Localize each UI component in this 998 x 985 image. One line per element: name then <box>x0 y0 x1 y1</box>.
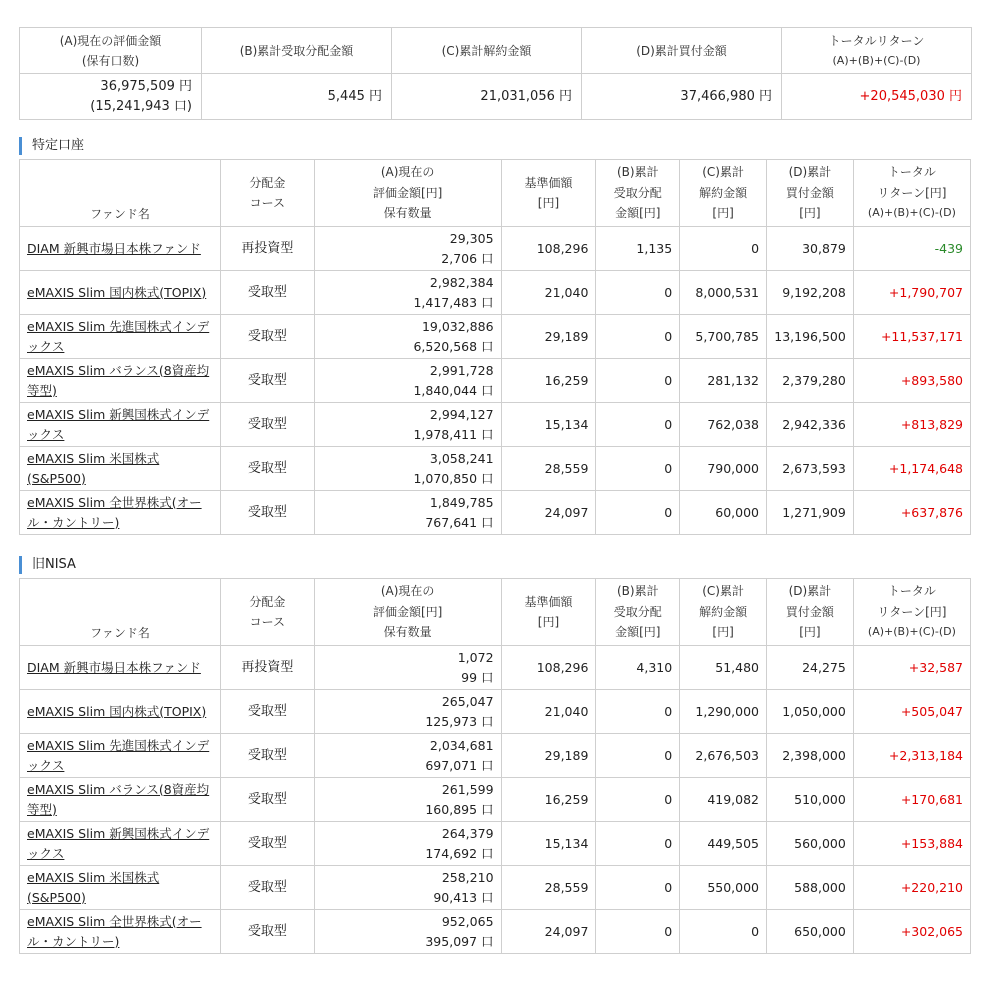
table-row <box>20 910 971 954</box>
summary-header-d <box>582 28 782 74</box>
fund-name-link[interactable]: eMAXIS Slim 新興国株式インデックス <box>27 406 210 442</box>
distribution-course: 再投資型 <box>220 646 314 690</box>
current-valuation <box>314 690 501 734</box>
valuation-amount: 3,058,241 <box>429 450 494 466</box>
cumulative-purchase: 24,275 <box>767 646 854 690</box>
table-row <box>20 778 971 822</box>
distribution-course: 再投資型 <box>220 227 314 271</box>
holding-units: 125,973 口 <box>425 713 494 729</box>
distribution-course: 受取型 <box>220 822 314 866</box>
header-distribution-course-line2: コース <box>249 615 286 629</box>
fund-name-link[interactable]: eMAXIS Slim 米国株式(S&P500) <box>27 450 160 486</box>
fund-name-link[interactable]: eMAXIS Slim 国内株式(TOPIX) <box>27 284 207 300</box>
table-row <box>20 227 971 271</box>
current-valuation <box>314 778 501 822</box>
fund-name-cell <box>20 447 221 491</box>
summary-header-d-label: (D)累計買付金額 <box>636 43 727 58</box>
total-return: +2,313,184 <box>853 734 970 778</box>
fund-table-header-row <box>20 579 971 646</box>
summary-header-total-line1: トータルリターン <box>828 33 925 48</box>
cumulative-distribution: 0 <box>596 690 680 734</box>
nav-value: 16,259 <box>501 359 596 403</box>
cumulative-distribution: 0 <box>596 491 680 535</box>
summary-value-a <box>20 74 202 120</box>
current-valuation <box>314 822 501 866</box>
header-cumulative-distribution-line2: 受取分配 <box>613 185 662 200</box>
header-cumulative-distribution-line2: 受取分配 <box>613 604 662 619</box>
nav-value: 21,040 <box>501 271 596 315</box>
distribution-course: 受取型 <box>220 271 314 315</box>
summary-header-c <box>392 28 582 74</box>
current-valuation <box>314 271 501 315</box>
fund-name-link[interactable]: eMAXIS Slim バランス(8資産均等型) <box>27 781 210 817</box>
fund-name-cell <box>20 646 221 690</box>
header-cumulative-purchase-line2: 買付金額 <box>785 604 834 619</box>
summary-header-a-line1: (A)現在の評価金額 <box>59 33 162 48</box>
cumulative-redemption: 5,700,785 <box>680 315 767 359</box>
fund-name-link[interactable]: DIAM 新興市場日本株ファンド <box>27 659 201 675</box>
cumulative-redemption: 0 <box>680 227 767 271</box>
total-return: +637,876 <box>853 491 970 535</box>
summary-value-row <box>20 74 972 120</box>
fund-table-tokutei <box>19 159 971 535</box>
header-cumulative-purchase <box>767 160 854 227</box>
total-return: +170,681 <box>853 778 970 822</box>
total-return: +505,047 <box>853 690 970 734</box>
cumulative-purchase: 650,000 <box>767 910 854 954</box>
cumulative-distribution: 1,135 <box>596 227 680 271</box>
table-row <box>20 690 971 734</box>
summary-header-total <box>782 28 972 74</box>
cumulative-redemption: 60,000 <box>680 491 767 535</box>
summary-header-total-line2: (A)+(B)+(C)-(D) <box>832 53 921 67</box>
valuation-amount: 261,599 <box>441 781 494 797</box>
holding-units: 1,840,044 口 <box>413 382 494 398</box>
holding-units: 174,692 口 <box>425 845 494 861</box>
summary-table <box>19 27 972 120</box>
total-return: +1,790,707 <box>853 271 970 315</box>
fund-name-link[interactable]: eMAXIS Slim 米国株式(S&P500) <box>27 869 160 905</box>
valuation-amount: 952,065 <box>441 913 494 929</box>
distribution-course: 受取型 <box>220 866 314 910</box>
header-cumulative-distribution <box>596 160 680 227</box>
cumulative-purchase: 510,000 <box>767 778 854 822</box>
header-cumulative-distribution <box>596 579 680 646</box>
header-current-valuation-line3: 保有数量 <box>383 625 432 640</box>
distribution-course: 受取型 <box>220 690 314 734</box>
fund-name-cell <box>20 491 221 535</box>
header-total-return <box>853 160 970 227</box>
header-fund-name-line1: ファンド名 <box>90 206 150 221</box>
summary-value-b: 5,445 円 <box>202 74 392 120</box>
nav-value: 21,040 <box>501 690 596 734</box>
fund-name-link[interactable]: eMAXIS Slim 新興国株式インデックス <box>27 825 210 861</box>
distribution-course: 受取型 <box>220 778 314 822</box>
cumulative-purchase: 588,000 <box>767 866 854 910</box>
fund-table-old-nisa <box>19 578 971 954</box>
summary-header-b <box>202 28 392 74</box>
distribution-course: 受取型 <box>220 491 314 535</box>
summary-value-c: 21,031,056 円 <box>392 74 582 120</box>
current-valuation <box>314 447 501 491</box>
header-cumulative-distribution-line1: (B)累計 <box>617 584 659 599</box>
nav-value: 108,296 <box>501 646 596 690</box>
cumulative-redemption: 449,505 <box>680 822 767 866</box>
summary-value-d: 37,466,980 円 <box>582 74 782 120</box>
cumulative-purchase: 1,271,909 <box>767 491 854 535</box>
header-cumulative-redemption-line2: 解約金額 <box>699 604 748 619</box>
holding-units: 1,070,850 口 <box>413 470 494 486</box>
header-cumulative-redemption <box>680 579 767 646</box>
cumulative-distribution: 0 <box>596 403 680 447</box>
fund-name-cell <box>20 734 221 778</box>
header-distribution-course <box>220 160 314 227</box>
holding-units: 99 口 <box>461 669 494 685</box>
nav-value: 16,259 <box>501 778 596 822</box>
cumulative-distribution: 0 <box>596 910 680 954</box>
current-valuation <box>314 359 501 403</box>
distribution-course: 受取型 <box>220 359 314 403</box>
nav-value: 15,134 <box>501 822 596 866</box>
cumulative-redemption: 51,480 <box>680 646 767 690</box>
fund-name-cell <box>20 271 221 315</box>
total-return: +1,174,648 <box>853 447 970 491</box>
header-distribution-course-line1: 分配金 <box>249 594 286 609</box>
total-return: -439 <box>853 227 970 271</box>
header-nav-line1: 基準価額 <box>524 594 573 609</box>
table-row <box>20 866 971 910</box>
summary-a-units: (15,241,943 口) <box>90 98 192 114</box>
nav-value: 24,097 <box>501 491 596 535</box>
cumulative-distribution: 0 <box>596 359 680 403</box>
header-cumulative-purchase-line3: [円] <box>799 206 821 221</box>
fund-name-cell <box>20 227 221 271</box>
cumulative-distribution: 0 <box>596 315 680 359</box>
header-cumulative-purchase-line1: (D)累計 <box>788 165 832 180</box>
fund-name-cell <box>20 359 221 403</box>
fund-name-link[interactable]: eMAXIS Slim バランス(8資産均等型) <box>27 362 210 398</box>
header-current-valuation-line3: 保有数量 <box>383 206 432 221</box>
valuation-amount: 1,849,785 <box>429 494 494 510</box>
cumulative-redemption: 790,000 <box>680 447 767 491</box>
header-total-return <box>853 579 970 646</box>
fund-name-cell <box>20 690 221 734</box>
table-row <box>20 403 971 447</box>
header-cumulative-redemption <box>680 160 767 227</box>
table-row <box>20 734 971 778</box>
nav-value: 28,559 <box>501 447 596 491</box>
header-fund-name-line1: ファンド名 <box>90 625 150 640</box>
summary-header-a <box>20 28 202 74</box>
nav-value: 29,189 <box>501 315 596 359</box>
summary-header-b-label: (B)累計受取分配金額 <box>239 43 354 58</box>
header-fund-name <box>20 160 221 227</box>
cumulative-redemption: 2,676,503 <box>680 734 767 778</box>
header-nav <box>501 579 596 646</box>
header-nav-line2: [円] <box>537 196 560 210</box>
table-row <box>20 271 971 315</box>
fund-name-cell <box>20 315 221 359</box>
fund-name-link[interactable]: eMAXIS Slim 先進国株式インデックス <box>27 318 210 354</box>
cumulative-purchase: 560,000 <box>767 822 854 866</box>
cumulative-redemption: 0 <box>680 910 767 954</box>
total-return: +153,884 <box>853 822 970 866</box>
nav-value: 28,559 <box>501 866 596 910</box>
table-row <box>20 646 971 690</box>
summary-header-a-line2: (保有口数) <box>81 53 140 68</box>
cumulative-purchase: 2,942,336 <box>767 403 854 447</box>
header-total-return-line3: (A)+(B)+(C)-(D) <box>867 625 956 639</box>
holding-units: 6,520,568 口 <box>413 338 494 354</box>
cumulative-purchase: 9,192,208 <box>767 271 854 315</box>
header-cumulative-purchase-line1: (D)累計 <box>788 584 832 599</box>
table-row <box>20 315 971 359</box>
fund-name-cell <box>20 403 221 447</box>
header-current-valuation <box>314 160 501 227</box>
header-distribution-course <box>220 579 314 646</box>
holding-units: 395,097 口 <box>425 933 494 949</box>
holding-units: 160,895 口 <box>425 801 494 817</box>
valuation-amount: 264,379 <box>441 825 494 841</box>
total-return: +220,210 <box>853 866 970 910</box>
summary-value-total: +20,545,030 円 <box>782 74 972 120</box>
header-cumulative-purchase <box>767 579 854 646</box>
cumulative-purchase: 30,879 <box>767 227 854 271</box>
header-nav-line2: [円] <box>537 615 560 629</box>
header-cumulative-redemption-line3: [円] <box>712 206 734 221</box>
distribution-course: 受取型 <box>220 403 314 447</box>
section-title-tokutei: 特定口座 <box>19 137 84 155</box>
valuation-amount: 265,047 <box>441 693 494 709</box>
nav-value: 15,134 <box>501 403 596 447</box>
header-total-return-line2: リターン[円] <box>877 604 947 619</box>
fund-name-link[interactable]: eMAXIS Slim 国内株式(TOPIX) <box>27 703 207 719</box>
header-cumulative-distribution-line3: 金額[円] <box>615 206 661 221</box>
header-current-valuation <box>314 579 501 646</box>
cumulative-distribution: 0 <box>596 734 680 778</box>
total-return: +893,580 <box>853 359 970 403</box>
distribution-course: 受取型 <box>220 734 314 778</box>
cumulative-purchase: 2,379,280 <box>767 359 854 403</box>
header-cumulative-purchase-line2: 買付金額 <box>785 185 834 200</box>
section-title-old-nisa: 旧NISA <box>19 556 76 574</box>
fund-name-link[interactable]: eMAXIS Slim 全世界株式(オール・カントリー) <box>27 913 202 949</box>
distribution-course: 受取型 <box>220 447 314 491</box>
header-nav-line1: 基準価額 <box>524 175 573 190</box>
fund-name-link[interactable]: eMAXIS Slim 先進国株式インデックス <box>27 737 210 773</box>
fund-name-cell <box>20 822 221 866</box>
header-total-return-line3: (A)+(B)+(C)-(D) <box>867 206 956 220</box>
header-cumulative-redemption-line2: 解約金額 <box>699 185 748 200</box>
header-current-valuation-line2: 評価金額[円] <box>372 604 443 619</box>
cumulative-purchase: 13,196,500 <box>767 315 854 359</box>
total-return: +11,537,171 <box>853 315 970 359</box>
current-valuation <box>314 403 501 447</box>
cumulative-distribution: 0 <box>596 866 680 910</box>
cumulative-distribution: 4,310 <box>596 646 680 690</box>
header-cumulative-redemption-line1: (C)累計 <box>702 165 744 180</box>
valuation-amount: 258,210 <box>441 869 494 885</box>
header-total-return-line1: トータル <box>887 165 936 180</box>
nav-value: 24,097 <box>501 910 596 954</box>
current-valuation <box>314 491 501 535</box>
current-valuation <box>314 910 501 954</box>
table-row <box>20 359 971 403</box>
header-fund-name <box>20 579 221 646</box>
cumulative-purchase: 1,050,000 <box>767 690 854 734</box>
current-valuation <box>314 866 501 910</box>
fund-name-cell <box>20 866 221 910</box>
cumulative-distribution: 0 <box>596 778 680 822</box>
cumulative-redemption: 550,000 <box>680 866 767 910</box>
cumulative-distribution: 0 <box>596 447 680 491</box>
total-return: +302,065 <box>853 910 970 954</box>
current-valuation <box>314 227 501 271</box>
distribution-course: 受取型 <box>220 910 314 954</box>
valuation-amount: 1,072 <box>457 649 494 665</box>
fund-name-link[interactable]: eMAXIS Slim 全世界株式(オール・カントリー) <box>27 494 202 530</box>
total-return: +32,587 <box>853 646 970 690</box>
current-valuation <box>314 734 501 778</box>
cumulative-redemption: 419,082 <box>680 778 767 822</box>
valuation-amount: 19,032,886 <box>421 318 494 334</box>
header-cumulative-distribution-line1: (B)累計 <box>617 165 659 180</box>
table-row <box>20 491 971 535</box>
holding-units: 767,641 口 <box>425 514 494 530</box>
header-cumulative-redemption-line3: [円] <box>712 625 734 640</box>
cumulative-redemption: 762,038 <box>680 403 767 447</box>
header-current-valuation-line2: 評価金額[円] <box>372 185 443 200</box>
holding-units: 2,706 口 <box>441 250 494 266</box>
cumulative-purchase: 2,398,000 <box>767 734 854 778</box>
cumulative-redemption: 281,132 <box>680 359 767 403</box>
current-valuation <box>314 315 501 359</box>
cumulative-distribution: 0 <box>596 271 680 315</box>
fund-name-link[interactable]: DIAM 新興市場日本株ファンド <box>27 240 201 256</box>
holding-units: 1,978,411 口 <box>413 426 494 442</box>
current-valuation <box>314 646 501 690</box>
nav-value: 108,296 <box>501 227 596 271</box>
valuation-amount: 2,982,384 <box>429 274 494 290</box>
valuation-amount: 2,034,681 <box>429 737 494 753</box>
valuation-amount: 2,991,728 <box>429 362 494 378</box>
header-current-valuation-line1: (A)現在の <box>380 584 435 599</box>
holding-units: 1,417,483 口 <box>413 294 494 310</box>
header-distribution-course-line2: コース <box>249 196 286 210</box>
cumulative-purchase: 2,673,593 <box>767 447 854 491</box>
summary-a-amount: 36,975,509 円 <box>100 78 192 94</box>
summary-header-row <box>20 28 972 74</box>
header-nav <box>501 160 596 227</box>
valuation-amount: 2,994,127 <box>429 406 494 422</box>
fund-name-cell <box>20 778 221 822</box>
cumulative-distribution: 0 <box>596 822 680 866</box>
valuation-amount: 29,305 <box>449 230 494 246</box>
nav-value: 29,189 <box>501 734 596 778</box>
header-cumulative-distribution-line3: 金額[円] <box>615 625 661 640</box>
cumulative-redemption: 8,000,531 <box>680 271 767 315</box>
header-cumulative-redemption-line1: (C)累計 <box>702 584 744 599</box>
fund-name-cell <box>20 910 221 954</box>
table-row <box>20 822 971 866</box>
summary-header-c-label: (C)累計解約金額 <box>441 43 532 58</box>
distribution-course: 受取型 <box>220 315 314 359</box>
header-distribution-course-line1: 分配金 <box>249 175 286 190</box>
cumulative-redemption: 1,290,000 <box>680 690 767 734</box>
holding-units: 90,413 口 <box>433 889 494 905</box>
header-total-return-line2: リターン[円] <box>877 185 947 200</box>
total-return: +813,829 <box>853 403 970 447</box>
header-total-return-line1: トータル <box>887 584 936 599</box>
table-row <box>20 447 971 491</box>
holding-units: 697,071 口 <box>425 757 494 773</box>
header-current-valuation-line1: (A)現在の <box>380 165 435 180</box>
fund-table-header-row <box>20 160 971 227</box>
header-cumulative-purchase-line3: [円] <box>799 625 821 640</box>
